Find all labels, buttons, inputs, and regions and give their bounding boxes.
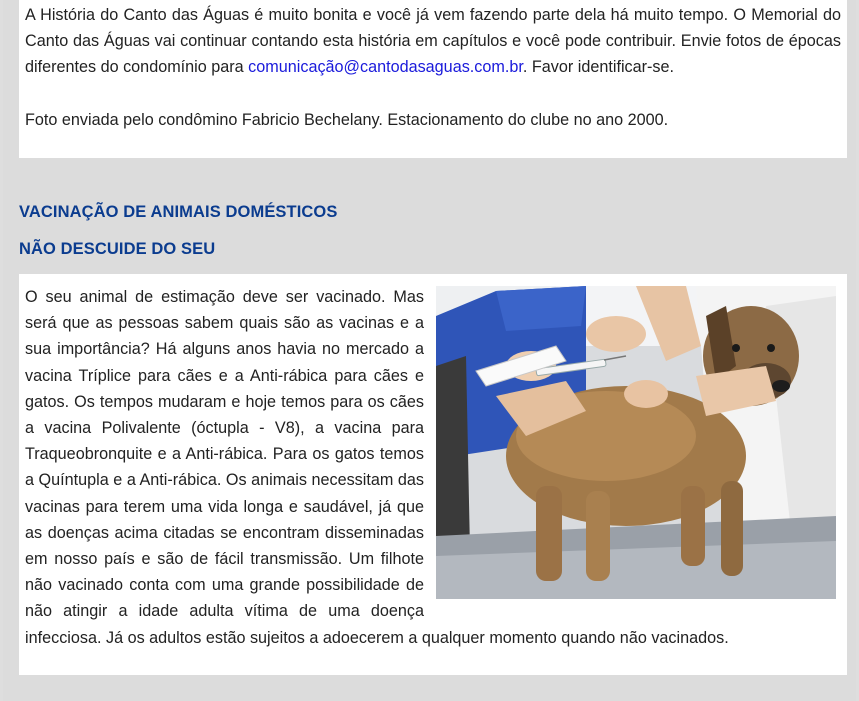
article-body: O seu animal de estimação deve ser vacinado. Mas será que as pessoas sabem quais são as vacinas e a sua importância? Há alguns anos havia no mercado a vacina Tríplice para cães e a Anti-rábica para cães e gatos. Os tempos mudaram e hoje temos para os cães a vacina Polivalente (óctupla - V8), a vacina para Traqueobronquite e a Anti-rábica. Para os gatos temos a Quíntupla e a Anti-rábica. Os animais necessitam das vacinas para terem uma vida longa e saudável, já que as doenças acima citadas se encontram disseminadas em nosso país e são de fácil transmissão. Um filhote não vacinado conta com uma grande possibilidade de não atingir a idade adulta vítima de uma doença infecciosa. Já os adultos estão sujeitos a adoecerem a qualquer momento quando não vacinados. <box>25 288 729 647</box>
intro-box <box>19 0 847 158</box>
intro-text-after-link: . Favor identificar-se. <box>522 58 675 77</box>
article-title: VACINAÇÃO DE ANIMAIS DOMÉSTICOS <box>19 203 338 221</box>
paragraph-spacer <box>25 81 841 107</box>
intro-paragraph <box>25 2 841 81</box>
dog-vaccination-illustration <box>436 286 836 599</box>
email-link[interactable]: comunicação@cantodasaguas.com.br <box>248 58 523 77</box>
intro-text-before-link: A História do Canto das Águas é muito bonita e você já vem fazendo parte dela há muito tempo. O Memorial do Canto das Águas vai continuar contando esta história em capítulos e você pode contribuir. Envie fotos de épocas diferentes do condomínio para <box>25 6 841 77</box>
dog-vaccination-photo <box>436 286 836 599</box>
article-box <box>19 274 847 675</box>
photo-caption: Foto enviada pelo condômino Fabricio Bechelany. Estacionamento do clube no ano 2000. <box>25 110 669 129</box>
page-panel <box>3 0 856 701</box>
article-subtitle: NÃO DESCUIDE DO SEU <box>19 240 216 258</box>
